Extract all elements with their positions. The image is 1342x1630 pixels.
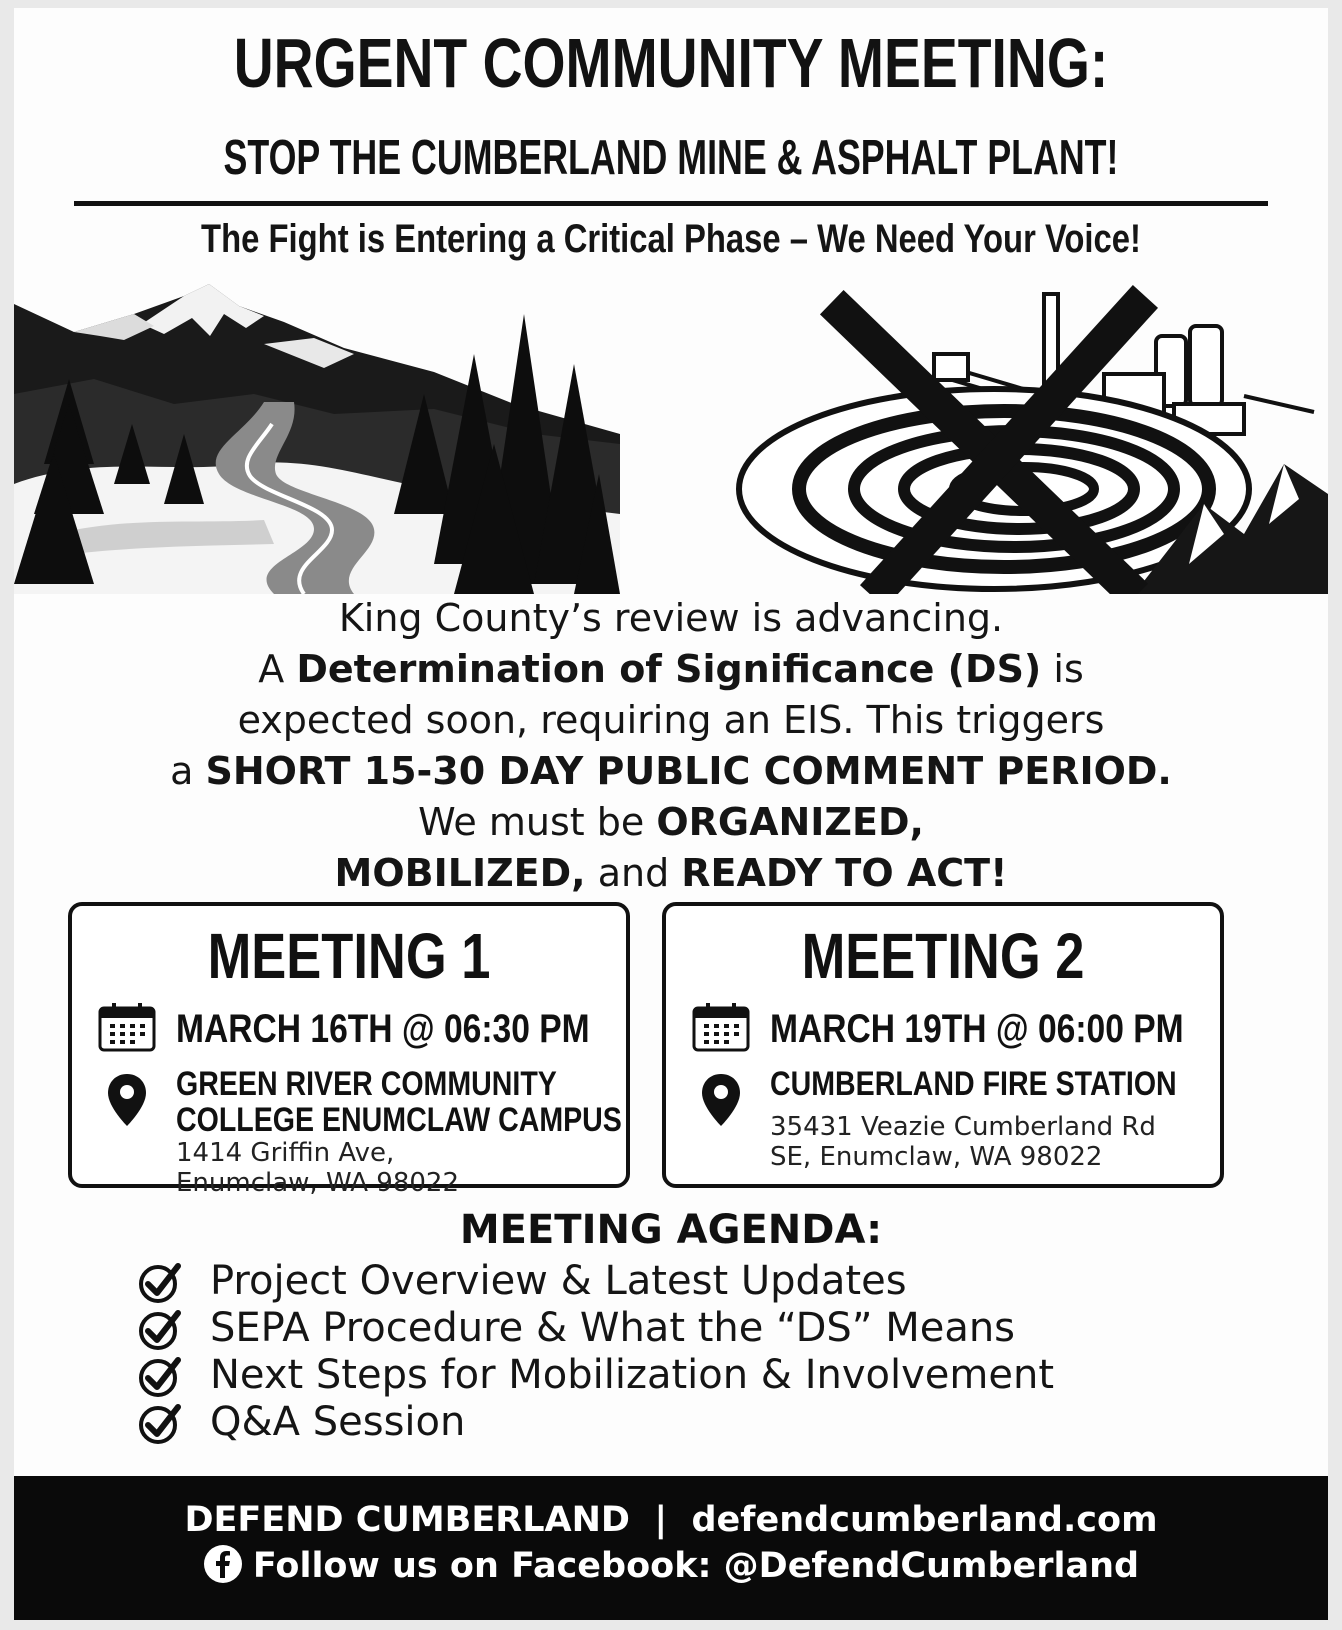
- meeting-date: MARCH 19TH @ 06:00 PM: [770, 1007, 1184, 1051]
- intro-line: a SHORT 15-30 DAY PUBLIC COMMENT PERIOD.: [170, 749, 1172, 793]
- meeting-title: MEETING 1: [207, 920, 491, 992]
- meeting-1-card: [68, 902, 630, 1198]
- intro-line: MOBILIZED, and READY TO ACT!: [334, 851, 1008, 895]
- meeting-address: 1414 Griffin Ave, Enumclaw, WA 98022: [176, 1138, 460, 1198]
- meeting-2-card: [662, 902, 1224, 1188]
- intro-text: [14, 593, 1328, 899]
- checkmark-circle-icon: [138, 1354, 182, 1398]
- footer-org-website: DEFEND CUMBERLAND | defendcumberland.com: [184, 1500, 1158, 1540]
- intro-line: expected soon, requiring an EIS. This triggers: [237, 698, 1105, 742]
- checkmark-circle-icon: [138, 1307, 182, 1351]
- checkmark-circle-icon: [138, 1401, 182, 1445]
- agenda-item: SEPA Procedure & What the “DS” Means: [138, 1305, 1054, 1352]
- meeting-title: MEETING 2: [801, 920, 1085, 992]
- tagline: The Fight is Entering a Critical Phase – We Need Your Voice!: [201, 217, 1141, 261]
- meeting-venue: CUMBERLAND FIRE STATION: [770, 1065, 1177, 1103]
- calendar-icon: [98, 1002, 156, 1052]
- crossed-out-mine-plant-icon: [739, 294, 1328, 594]
- intro-line: King County’s review is advancing.: [338, 596, 1004, 640]
- page-title: URGENT COMMUNITY MEETING:: [233, 24, 1109, 102]
- agenda-title: MEETING AGENDA:: [459, 1207, 883, 1253]
- footer-facebook: [14, 1544, 1328, 1588]
- agenda-item: Next Steps for Mobilization & Involvement: [138, 1352, 1054, 1399]
- title-divider: [74, 201, 1268, 206]
- page-subtitle: STOP THE CUMBERLAND MINE & ASPHALT PLANT!: [223, 131, 1119, 185]
- meeting-date: MARCH 16TH @ 06:30 PM: [176, 1007, 590, 1051]
- agenda-item: Q&A Session: [138, 1399, 1054, 1446]
- footer-bar: [14, 1476, 1328, 1620]
- flyer: [14, 8, 1328, 1620]
- mountain-river-forest-icon: [14, 284, 620, 594]
- location-pin-icon: [700, 1072, 742, 1128]
- agenda-item: Project Overview & Latest Updates: [138, 1258, 1054, 1305]
- meeting-address: 35431 Veazie Cumberland Rd SE, Enumclaw, WA 98022: [770, 1112, 1156, 1172]
- meeting-venue: GREEN RIVER COMMUNITY COLLEGE ENUMCLAW CAMPUS: [176, 1065, 622, 1139]
- calendar-icon: [692, 1002, 750, 1052]
- agenda-list: [138, 1258, 1054, 1446]
- intro-line: A Determination of Significance (DS) is: [258, 647, 1084, 691]
- header-illustration: [14, 284, 1328, 594]
- location-pin-icon: [106, 1072, 148, 1128]
- intro-line: We must be ORGANIZED,: [418, 800, 924, 844]
- checkmark-circle-icon: [138, 1260, 182, 1304]
- footer-facebook-text: Follow us on Facebook: @DefendCumberland: [252, 1546, 1140, 1586]
- facebook-icon: [203, 1544, 243, 1584]
